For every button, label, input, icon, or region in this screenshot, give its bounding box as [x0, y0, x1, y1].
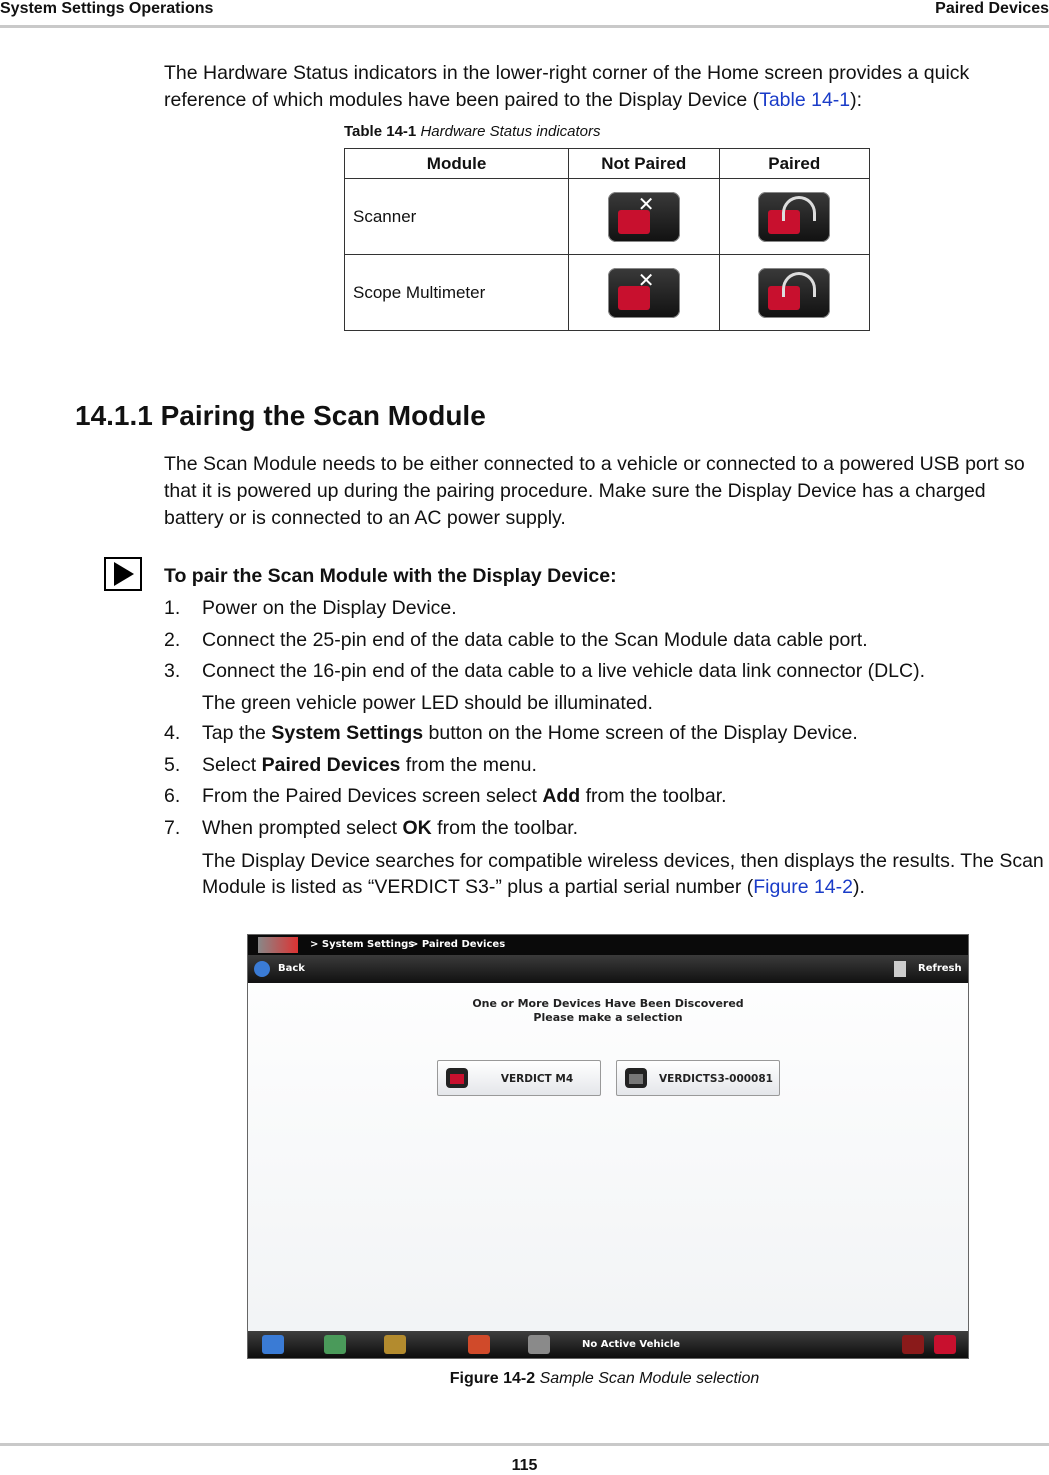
- data-icon[interactable]: [468, 1335, 490, 1354]
- step-number: 2.: [164, 628, 181, 651]
- intro-text: The Hardware Status indicators in the lower-right corner of the Home screen provides a quick reference of which modules have been paired to the Display Device (: [164, 62, 970, 111]
- message-line-2: Please make a selection: [533, 1011, 683, 1024]
- step-text-pre: Select: [202, 753, 262, 776]
- step-7-note-text: The Display Device searches for compatible wireless devices, then displays the results. The Scan Module is listed as “VERDICT S3-” plus a partial serial number (: [202, 850, 1044, 898]
- scanner-paired-icon: [758, 192, 830, 242]
- scanner-paired-status-icon: [902, 1335, 924, 1354]
- refresh-icon[interactable]: [894, 961, 906, 977]
- step-7-note: [202, 848, 1044, 900]
- running-header-left: System Settings Operations: [0, 0, 214, 17]
- step-text-pre: Connect the 25-pin end of the data cable to the Scan Module data cable port.: [202, 628, 868, 651]
- step-text-pre: From the Paired Devices screen select: [202, 785, 543, 807]
- tools-icon[interactable]: [384, 1335, 406, 1354]
- hardware-status-table: [344, 148, 870, 331]
- table-caption-title: Hardware Status indicators: [420, 123, 601, 140]
- step: [164, 752, 1044, 784]
- cell-paired: [719, 255, 869, 331]
- step-text: [202, 595, 457, 622]
- back-icon[interactable]: [254, 961, 270, 977]
- vehicle-status: No Active Vehicle: [582, 1339, 681, 1350]
- scan-module-icon: [625, 1068, 647, 1088]
- step-text-post: from the menu.: [400, 753, 537, 776]
- device-label: VERDICTS3-000081: [659, 1073, 773, 1085]
- step: [164, 658, 1044, 690]
- cell-not-paired: [569, 255, 719, 331]
- refresh-button[interactable]: Refresh: [918, 963, 962, 974]
- step-text-pre: Tap the: [202, 722, 272, 744]
- step-ui-term: OK: [402, 816, 432, 839]
- module-name: Scanner: [345, 179, 569, 255]
- device-button-verdict-m4[interactable]: [437, 1060, 601, 1096]
- step-number: 6.: [164, 785, 181, 807]
- footer-rule: [0, 1443, 1049, 1446]
- home-icon[interactable]: [262, 1335, 284, 1354]
- back-button[interactable]: Back: [278, 963, 305, 974]
- step-ui-term: Add: [542, 785, 581, 807]
- step-text: [202, 815, 578, 842]
- table-row: [345, 179, 870, 255]
- table-row: [345, 255, 870, 331]
- step-text-post: button on the Home screen of the Display Device.: [423, 722, 858, 744]
- cell-paired: [719, 179, 869, 255]
- step-3-note: The green vehicle power LED should be illuminated.: [202, 691, 653, 714]
- paired-devices-screenshot: [247, 934, 969, 1359]
- table-header-row: [345, 149, 870, 179]
- step: [164, 627, 1044, 659]
- discovery-message: [248, 997, 968, 1025]
- section-heading: 14.1.1 Pairing the Scan Module: [75, 400, 486, 431]
- running-header-right: Paired Devices: [935, 0, 1049, 17]
- figure-caption-text: Sample Scan Module selection: [539, 1370, 760, 1387]
- intro-text-end: ):: [850, 89, 863, 111]
- scope-module-icon: [446, 1068, 468, 1088]
- scope-multimeter-not-paired-icon: ✕: [608, 268, 680, 318]
- breadcrumb-paired-devices[interactable]: > Paired Devices: [410, 939, 506, 950]
- table-link[interactable]: Table 14-1: [759, 89, 851, 111]
- scope-multimeter-paired-icon: [758, 268, 830, 318]
- figure-link[interactable]: Figure 14-2: [753, 876, 853, 898]
- page-number: 115: [511, 1457, 538, 1474]
- step-text-post: from the toolbar.: [580, 785, 727, 807]
- vehicle-icon[interactable]: [528, 1335, 550, 1354]
- figure-caption: [0, 1370, 1049, 1388]
- module-name: Scope Multimeter: [345, 255, 569, 331]
- message-line-1: One or More Devices Have Been Discovered: [472, 997, 744, 1010]
- title-bar: [248, 935, 968, 955]
- step-number: 3.: [164, 660, 181, 682]
- device-button-verdict-s3[interactable]: [616, 1060, 780, 1096]
- step-number: 5.: [164, 753, 181, 776]
- step-text: [202, 627, 868, 654]
- col-not-paired: Not Paired: [569, 149, 719, 179]
- step: [164, 783, 1044, 815]
- procedure-arrow-icon: [104, 557, 142, 591]
- step-text: [202, 783, 727, 810]
- intro-paragraph: [164, 60, 1034, 114]
- col-module: Module: [345, 149, 569, 179]
- step-number: 7.: [164, 816, 181, 839]
- table-caption-label: Table 14-1: [344, 123, 417, 140]
- step: [164, 595, 1044, 627]
- scope-status-icon: [934, 1335, 956, 1354]
- step-text-pre: Connect the 16-pin end of the data cable to a live vehicle data link connector (DLC).: [202, 660, 926, 682]
- list-icon[interactable]: [324, 1335, 346, 1354]
- procedure-title: To pair the Scan Module with the Display Device:: [164, 565, 617, 587]
- col-paired: Paired: [719, 149, 869, 179]
- header-rule: [0, 25, 1049, 28]
- step-text: [202, 752, 537, 779]
- home-gear-icon: [258, 937, 298, 953]
- bottom-toolbar: [248, 1331, 968, 1358]
- step-text: [202, 720, 858, 747]
- step-ui-term: System Settings: [271, 722, 424, 744]
- step-number: 4.: [164, 722, 181, 744]
- procedure-steps: [164, 595, 1044, 900]
- scanner-not-paired-icon: ✕: [608, 192, 680, 242]
- step-text-post: from the toolbar.: [431, 816, 579, 839]
- step-text-pre: When prompted select: [202, 816, 403, 839]
- step: [164, 720, 1044, 752]
- device-label: VERDICT M4: [500, 1073, 574, 1085]
- breadcrumb-system-settings[interactable]: > System Settings: [310, 939, 415, 950]
- toolbar: [248, 955, 968, 983]
- step-text-pre: Power on the Display Device.: [202, 597, 457, 619]
- table-caption: [344, 123, 601, 140]
- step-text: [202, 658, 925, 685]
- section-paragraph: The Scan Module needs to be either connected to a vehicle or connected to a powered USB port so that it is powered up during the pairing procedure. Make sure the Display Device has a charged battery or is connected to an AC power supply.: [164, 453, 1025, 529]
- figure-label: Figure 14-2: [449, 1370, 536, 1387]
- cell-not-paired: [569, 179, 719, 255]
- step-ui-term: Paired Devices: [261, 753, 401, 776]
- step-number: 1.: [164, 597, 181, 619]
- step-7-note-end: ).: [852, 876, 865, 898]
- step: [164, 815, 1044, 847]
